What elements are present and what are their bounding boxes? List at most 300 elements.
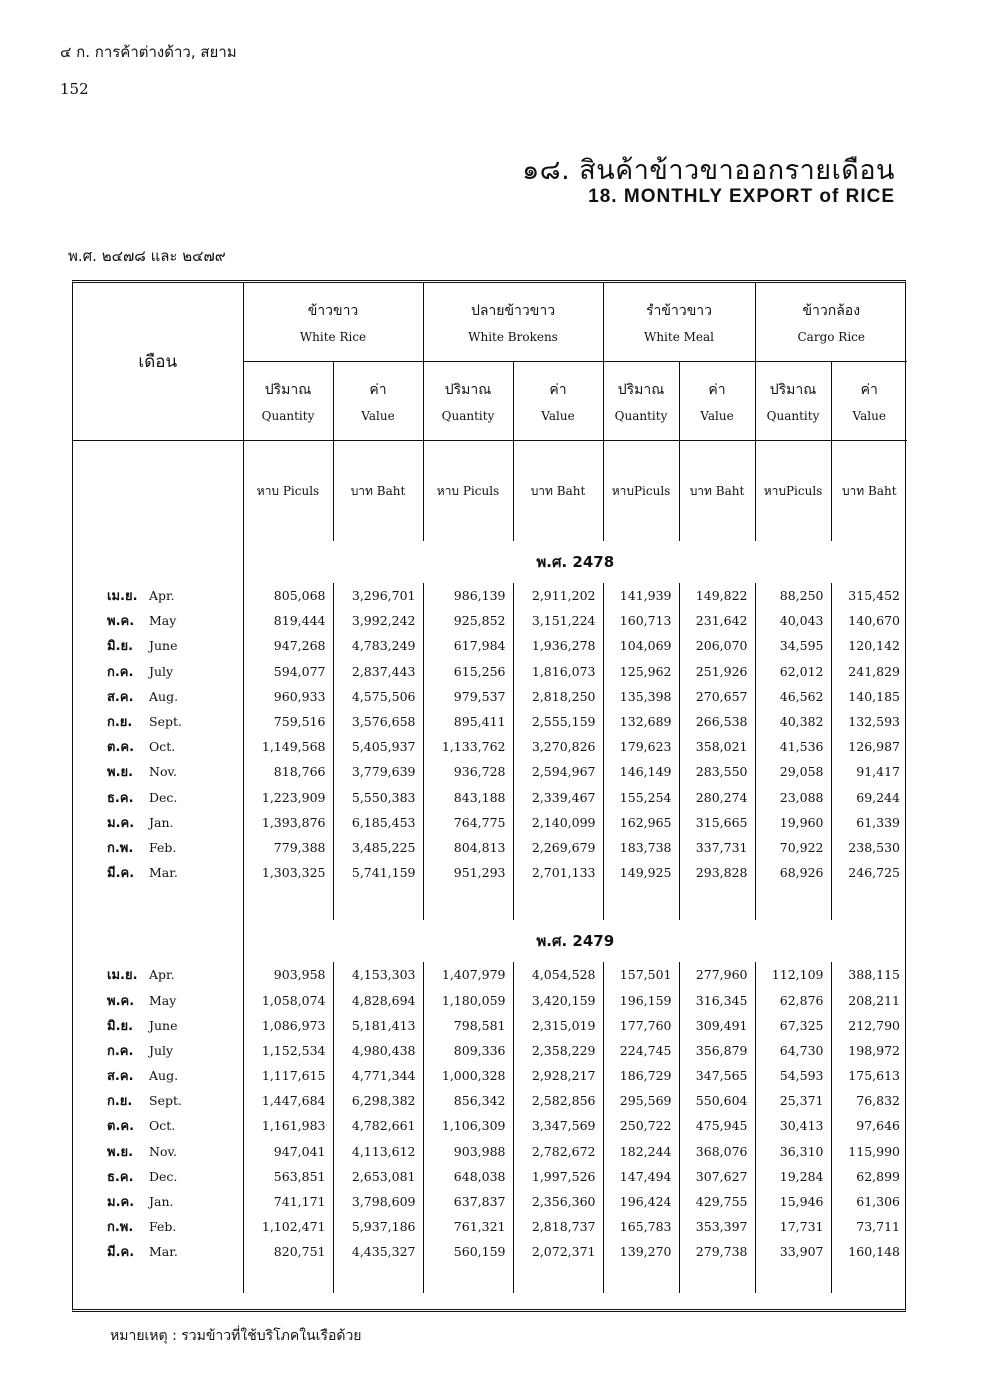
month-english: Nov.: [149, 764, 178, 780]
quantity-cell: 70,922: [755, 835, 831, 860]
value-cell: 3,485,225: [333, 835, 423, 860]
month-english: Apr.: [149, 967, 175, 983]
quantity-cell: 805,068: [243, 583, 333, 608]
table-row: [73, 684, 907, 709]
month-thai: พ.ย.: [107, 765, 134, 781]
value-cell: 3,270,826: [513, 734, 603, 759]
value-cell: 76,832: [856, 1093, 900, 1109]
value-cell: 270,657: [679, 684, 755, 709]
month-english: July: [149, 663, 174, 679]
page-title-english: 18. MONTHLY EXPORT of RICE: [588, 186, 895, 207]
value-cell: 61,339: [856, 814, 900, 830]
unit-piculs: หาบPiculs: [755, 441, 831, 542]
month-thai: ส.ค.: [107, 1069, 134, 1085]
quantity-cell: 157,501: [603, 962, 679, 987]
value-cell: 97,646: [856, 1118, 900, 1134]
month-cell: [73, 1113, 243, 1138]
value-cell: 550,604: [679, 1088, 755, 1113]
quantity-cell: 162,965: [603, 810, 679, 835]
value-cell: 307,627: [679, 1164, 755, 1189]
value-cell: 1,816,073: [513, 659, 603, 684]
value-cell: 279,738: [679, 1239, 755, 1264]
table-row: [73, 860, 907, 885]
quantity-cell: 759,516: [243, 709, 333, 734]
unit-piculs: หาบ Piculs: [423, 441, 513, 542]
quantity-cell: 1,407,979: [423, 962, 513, 987]
value-cell: 62,899: [856, 1168, 900, 1184]
month-english: Nov.: [149, 1143, 178, 1159]
quantity-cell: 68,926: [755, 860, 831, 885]
quantity-cell: 1,180,059: [423, 987, 513, 1012]
quantity-cell: 40,382: [755, 709, 831, 734]
value-cell: 140,670: [848, 613, 900, 629]
quantity-cell: 563,851: [243, 1164, 333, 1189]
quantity-cell: 856,342: [423, 1088, 513, 1113]
value-cell: 2,072,371: [513, 1239, 603, 1264]
value-cell: 2,339,467: [513, 785, 603, 810]
quantity-cell: 34,595: [755, 633, 831, 658]
quantity-cell: 594,077: [243, 659, 333, 684]
value-cell: 315,665: [679, 810, 755, 835]
month-thai: มิ.ย.: [107, 639, 134, 655]
table-row: [73, 1164, 907, 1189]
value-cell: 293,828: [679, 860, 755, 885]
month-cell: [73, 1139, 243, 1164]
quantity-cell: 1,149,568: [243, 734, 333, 759]
quantity-cell: 947,041: [243, 1139, 333, 1164]
unit-row-blank: [73, 441, 243, 542]
quantity-cell: 62,876: [755, 987, 831, 1012]
value-cell: 4,980,438: [333, 1038, 423, 1063]
value-cell: 2,653,081: [333, 1164, 423, 1189]
group-header-white-meal: รำข้าวขาว White Meal: [603, 283, 755, 362]
value-cell: 206,070: [679, 633, 755, 658]
group-header-cargo-rice: ข้าวกล้อง Cargo Rice: [755, 283, 907, 362]
month-thai: ก.พ.: [107, 1220, 134, 1236]
table-row: [73, 608, 907, 633]
quantity-cell: 17,731: [755, 1214, 831, 1239]
quantity-cell: 1,102,471: [243, 1214, 333, 1239]
table-row: [73, 633, 907, 658]
value-cell: 4,828,694: [333, 987, 423, 1012]
month-english: May: [149, 613, 177, 629]
unit-piculs: หาบ Piculs: [243, 441, 333, 542]
month-cell: [73, 962, 243, 987]
quantity-cell: 186,729: [603, 1063, 679, 1088]
month-english: Feb.: [149, 1219, 177, 1235]
month-thai: พ.ย.: [107, 1144, 134, 1160]
month-cell: [73, 583, 243, 608]
subheader-value: ค่า Value: [831, 362, 907, 441]
value-cell: 4,153,303: [333, 962, 423, 987]
value-cell: 368,076: [679, 1139, 755, 1164]
quantity-cell: 761,321: [423, 1214, 513, 1239]
value-cell: 251,926: [679, 659, 755, 684]
month-cell: [73, 785, 243, 810]
value-cell: 353,397: [679, 1214, 755, 1239]
subheader-value: ค่า Value: [513, 362, 603, 441]
quantity-cell: 615,256: [423, 659, 513, 684]
table-row: [73, 1063, 907, 1088]
month-cell: [73, 659, 243, 684]
year-row: [73, 920, 907, 962]
page-title-thai: ๑๘. สินค้าข้าวขาออกรายเดือน: [522, 155, 895, 186]
quantity-cell: 23,088: [755, 785, 831, 810]
value-cell: 2,818,737: [513, 1214, 603, 1239]
quantity-cell: 19,284: [755, 1164, 831, 1189]
value-cell: 2,582,856: [513, 1088, 603, 1113]
quantity-cell: 818,766: [243, 759, 333, 784]
month-cell: [73, 1088, 243, 1113]
value-cell: 4,782,661: [333, 1113, 423, 1138]
subheader-quantity: ปริมาณ Quantity: [243, 362, 333, 441]
quantity-cell: 15,946: [755, 1189, 831, 1214]
month-cell: [73, 987, 243, 1012]
month-english: Sept.: [149, 1093, 182, 1109]
month-cell: [73, 1214, 243, 1239]
month-thai: มี.ค.: [107, 866, 135, 882]
month-english: Jan.: [149, 814, 174, 830]
years-caption: พ.ศ. ๒๔๗๘ และ ๒๔๗๙: [68, 247, 226, 265]
value-cell: 2,701,133: [513, 860, 603, 885]
quantity-cell: 139,270: [603, 1239, 679, 1264]
value-cell: 5,937,186: [333, 1214, 423, 1239]
quantity-cell: 112,109: [755, 962, 831, 987]
month-cell: [73, 633, 243, 658]
quantity-cell: 1,161,983: [243, 1113, 333, 1138]
table-row: [73, 1139, 907, 1164]
quantity-cell: 798,581: [423, 1013, 513, 1038]
month-thai: มิ.ย.: [107, 1018, 134, 1034]
quantity-cell: 36,310: [755, 1139, 831, 1164]
value-cell: 475,945: [679, 1113, 755, 1138]
table-row: [73, 810, 907, 835]
value-cell: 6,298,382: [333, 1088, 423, 1113]
value-cell: 1,997,526: [513, 1164, 603, 1189]
value-cell: 208,211: [848, 992, 900, 1008]
month-thai: ธ.ค.: [107, 790, 134, 806]
month-cell: [73, 684, 243, 709]
month-english: Mar.: [149, 865, 178, 881]
group-header-white-rice: ข้าวขาว White Rice: [243, 283, 423, 362]
month-cell: [73, 860, 243, 885]
value-cell: 2,594,967: [513, 759, 603, 784]
month-english: Dec.: [149, 789, 178, 805]
value-cell: 3,151,224: [513, 608, 603, 633]
quantity-cell: 196,424: [603, 1189, 679, 1214]
value-cell: 337,731: [679, 835, 755, 860]
quantity-cell: 19,960: [755, 810, 831, 835]
month-english: May: [149, 992, 177, 1008]
quantity-cell: 41,536: [755, 734, 831, 759]
quantity-cell: 820,751: [243, 1239, 333, 1264]
value-cell: 6,185,453: [333, 810, 423, 835]
value-cell: 277,960: [679, 962, 755, 987]
value-cell: 2,782,672: [513, 1139, 603, 1164]
month-thai: พ.ค.: [107, 614, 135, 630]
value-cell: 238,530: [848, 839, 900, 855]
quantity-cell: 183,738: [603, 835, 679, 860]
value-cell: 212,790: [848, 1017, 900, 1033]
year-row: [73, 541, 907, 583]
quantity-cell: 936,728: [423, 759, 513, 784]
value-cell: 4,783,249: [333, 633, 423, 658]
quantity-cell: 125,962: [603, 659, 679, 684]
value-cell: 4,113,612: [333, 1139, 423, 1164]
value-cell: 175,613: [848, 1068, 900, 1084]
quantity-cell: 177,760: [603, 1013, 679, 1038]
month-cell: [73, 810, 243, 835]
value-cell: 149,822: [679, 583, 755, 608]
quantity-cell: 960,933: [243, 684, 333, 709]
value-cell: 115,990: [848, 1143, 900, 1159]
quantity-cell: 155,254: [603, 785, 679, 810]
value-cell: 2,555,159: [513, 709, 603, 734]
running-title: ๔ ก. การค้าต่างด้าว, สยาม: [60, 43, 237, 61]
table-row: [73, 1189, 907, 1214]
month-thai: ก.ย.: [107, 715, 133, 731]
page-number: 152: [60, 80, 89, 98]
value-cell: 126,987: [848, 739, 900, 755]
month-cell: [73, 1239, 243, 1264]
value-cell: 4,054,528: [513, 962, 603, 987]
quantity-cell: 1,000,328: [423, 1063, 513, 1088]
table-row: [73, 1239, 907, 1264]
value-cell: 2,358,229: [513, 1038, 603, 1063]
month-cell: [73, 1013, 243, 1038]
month-english: Aug.: [149, 688, 179, 704]
value-cell: 132,593: [848, 714, 900, 730]
month-english: Mar.: [149, 1244, 178, 1260]
quantity-cell: 1,223,909: [243, 785, 333, 810]
value-cell: 280,274: [679, 785, 755, 810]
value-cell: 4,575,506: [333, 684, 423, 709]
value-cell: 2,818,250: [513, 684, 603, 709]
quantity-cell: 88,250: [755, 583, 831, 608]
month-english: Jan.: [149, 1194, 174, 1210]
quantity-cell: 182,244: [603, 1139, 679, 1164]
value-cell: 241,829: [848, 663, 900, 679]
month-thai: ธ.ค.: [107, 1169, 134, 1185]
quantity-cell: 779,388: [243, 835, 333, 860]
group-header-white-brokens: ปลายข้าวขาว White Brokens: [423, 283, 603, 362]
quantity-cell: 62,012: [755, 659, 831, 684]
table-row: [73, 1113, 907, 1138]
quantity-cell: 1,133,762: [423, 734, 513, 759]
month-cell: [73, 1063, 243, 1088]
value-cell: 160,148: [848, 1244, 900, 1260]
month-thai: ก.ย.: [107, 1094, 133, 1110]
table-row: [73, 759, 907, 784]
month-thai: ต.ค.: [107, 740, 135, 756]
quantity-cell: 146,149: [603, 759, 679, 784]
table-row: [73, 962, 907, 987]
quantity-cell: 1,106,309: [423, 1113, 513, 1138]
quantity-cell: 132,689: [603, 709, 679, 734]
quantity-cell: 30,413: [755, 1113, 831, 1138]
month-cell: [73, 1189, 243, 1214]
rice-export-table: [72, 280, 906, 1312]
value-cell: 3,296,701: [333, 583, 423, 608]
subheader-value: ค่า Value: [333, 362, 423, 441]
quantity-cell: 819,444: [243, 608, 333, 633]
quantity-cell: 979,537: [423, 684, 513, 709]
quantity-cell: 40,043: [755, 608, 831, 633]
quantity-cell: 147,494: [603, 1164, 679, 1189]
subheader-quantity: ปริมาณ Quantity: [755, 362, 831, 441]
value-cell: 246,725: [848, 865, 900, 881]
month-thai: ส.ค.: [107, 689, 134, 705]
month-cell: [73, 759, 243, 784]
value-cell: 3,347,569: [513, 1113, 603, 1138]
quantity-cell: 895,411: [423, 709, 513, 734]
month-thai: ม.ค.: [107, 1195, 135, 1211]
value-cell: 316,345: [679, 987, 755, 1012]
month-english: Dec.: [149, 1168, 178, 1184]
quantity-cell: 1,117,615: [243, 1063, 333, 1088]
quantity-cell: 104,069: [603, 633, 679, 658]
month-english: Apr.: [149, 588, 175, 604]
value-cell: 266,538: [679, 709, 755, 734]
month-english: June: [149, 1017, 178, 1033]
unit-piculs: หาบPiculs: [603, 441, 679, 542]
value-cell: 140,185: [848, 688, 900, 704]
quantity-cell: 33,907: [755, 1239, 831, 1264]
quantity-cell: 1,086,973: [243, 1013, 333, 1038]
table-row: [73, 1088, 907, 1113]
table-body: [73, 541, 907, 1293]
quantity-cell: 160,713: [603, 608, 679, 633]
quantity-cell: 165,783: [603, 1214, 679, 1239]
month-cell: [73, 1038, 243, 1063]
month-cell: [73, 835, 243, 860]
subheader-quantity: ปริมาณ Quantity: [603, 362, 679, 441]
month-cell: [73, 1164, 243, 1189]
unit-baht: บาท Baht: [679, 441, 755, 542]
value-cell: 69,244: [856, 789, 900, 805]
quantity-cell: 224,745: [603, 1038, 679, 1063]
year-heading: พ.ศ. 2479: [536, 932, 615, 951]
table-row: [73, 835, 907, 860]
value-cell: 231,642: [679, 608, 755, 633]
quantity-cell: 741,171: [243, 1189, 333, 1214]
value-cell: 1,936,278: [513, 633, 603, 658]
value-cell: 120,142: [848, 638, 900, 654]
value-cell: 2,269,679: [513, 835, 603, 860]
quantity-cell: 179,623: [603, 734, 679, 759]
month-english: Aug.: [149, 1068, 179, 1084]
table-row: [73, 987, 907, 1012]
quantity-cell: 903,988: [423, 1139, 513, 1164]
unit-baht: บาท Baht: [333, 441, 423, 542]
value-cell: 2,911,202: [513, 583, 603, 608]
value-cell: 2,140,099: [513, 810, 603, 835]
quantity-cell: 25,371: [755, 1088, 831, 1113]
month-thai: ม.ค.: [107, 815, 135, 831]
quantity-cell: 29,058: [755, 759, 831, 784]
value-cell: 388,115: [848, 967, 900, 983]
quantity-cell: 1,058,074: [243, 987, 333, 1012]
value-cell: 198,972: [848, 1042, 900, 1058]
month-thai: ต.ค.: [107, 1119, 135, 1135]
value-cell: 3,576,658: [333, 709, 423, 734]
table-row: [73, 659, 907, 684]
month-english: June: [149, 638, 178, 654]
value-cell: 5,550,383: [333, 785, 423, 810]
month-thai: เม.ย.: [107, 589, 138, 605]
table-row: [73, 785, 907, 810]
quantity-cell: 617,984: [423, 633, 513, 658]
value-cell: 2,928,217: [513, 1063, 603, 1088]
value-cell: 5,181,413: [333, 1013, 423, 1038]
table-row: [73, 1214, 907, 1239]
month-cell: [73, 709, 243, 734]
quantity-cell: 804,813: [423, 835, 513, 860]
month-thai: ก.พ.: [107, 840, 134, 856]
value-cell: 358,021: [679, 734, 755, 759]
value-cell: 429,755: [679, 1189, 755, 1214]
quantity-cell: 648,038: [423, 1164, 513, 1189]
quantity-cell: 64,730: [755, 1038, 831, 1063]
value-cell: 309,491: [679, 1013, 755, 1038]
quantity-cell: 1,152,534: [243, 1038, 333, 1063]
value-cell: 283,550: [679, 759, 755, 784]
quantity-cell: 560,159: [423, 1239, 513, 1264]
quantity-cell: 843,188: [423, 785, 513, 810]
table-row: [73, 734, 907, 759]
value-cell: 2,837,443: [333, 659, 423, 684]
quantity-cell: 149,925: [603, 860, 679, 885]
month-cell: [73, 734, 243, 759]
unit-baht: บาท Baht: [513, 441, 603, 542]
value-cell: 2,356,360: [513, 1189, 603, 1214]
month-thai: มี.ค.: [107, 1245, 135, 1261]
table-row: [73, 1038, 907, 1063]
quantity-cell: 903,958: [243, 962, 333, 987]
month-english: Oct.: [149, 739, 176, 755]
month-thai: ก.ค.: [107, 1043, 134, 1059]
month-thai: พ.ค.: [107, 993, 135, 1009]
value-cell: 315,452: [848, 588, 900, 604]
value-cell: 73,711: [856, 1219, 900, 1235]
month-english: Sept.: [149, 714, 182, 730]
table-tail: [73, 1265, 907, 1293]
value-cell: 356,879: [679, 1038, 755, 1063]
value-cell: 4,771,344: [333, 1063, 423, 1088]
quantity-cell: 809,336: [423, 1038, 513, 1063]
quantity-cell: 295,569: [603, 1088, 679, 1113]
quantity-cell: 54,593: [755, 1063, 831, 1088]
value-cell: 347,565: [679, 1063, 755, 1088]
quantity-cell: 46,562: [755, 684, 831, 709]
value-cell: 61,306: [856, 1194, 900, 1210]
quantity-cell: 951,293: [423, 860, 513, 885]
month-english: July: [149, 1042, 174, 1058]
month-english: Oct.: [149, 1118, 176, 1134]
quantity-cell: 1,447,684: [243, 1088, 333, 1113]
table-row: [73, 709, 907, 734]
quantity-cell: 1,303,325: [243, 860, 333, 885]
table-row: [73, 583, 907, 608]
month-thai: เม.ย.: [107, 968, 138, 984]
quantity-cell: 141,939: [603, 583, 679, 608]
quantity-cell: 67,325: [755, 1013, 831, 1038]
value-cell: 3,420,159: [513, 987, 603, 1012]
value-cell: 5,405,937: [333, 734, 423, 759]
value-cell: 3,779,639: [333, 759, 423, 784]
value-cell: 4,435,327: [333, 1239, 423, 1264]
quantity-cell: 135,398: [603, 684, 679, 709]
